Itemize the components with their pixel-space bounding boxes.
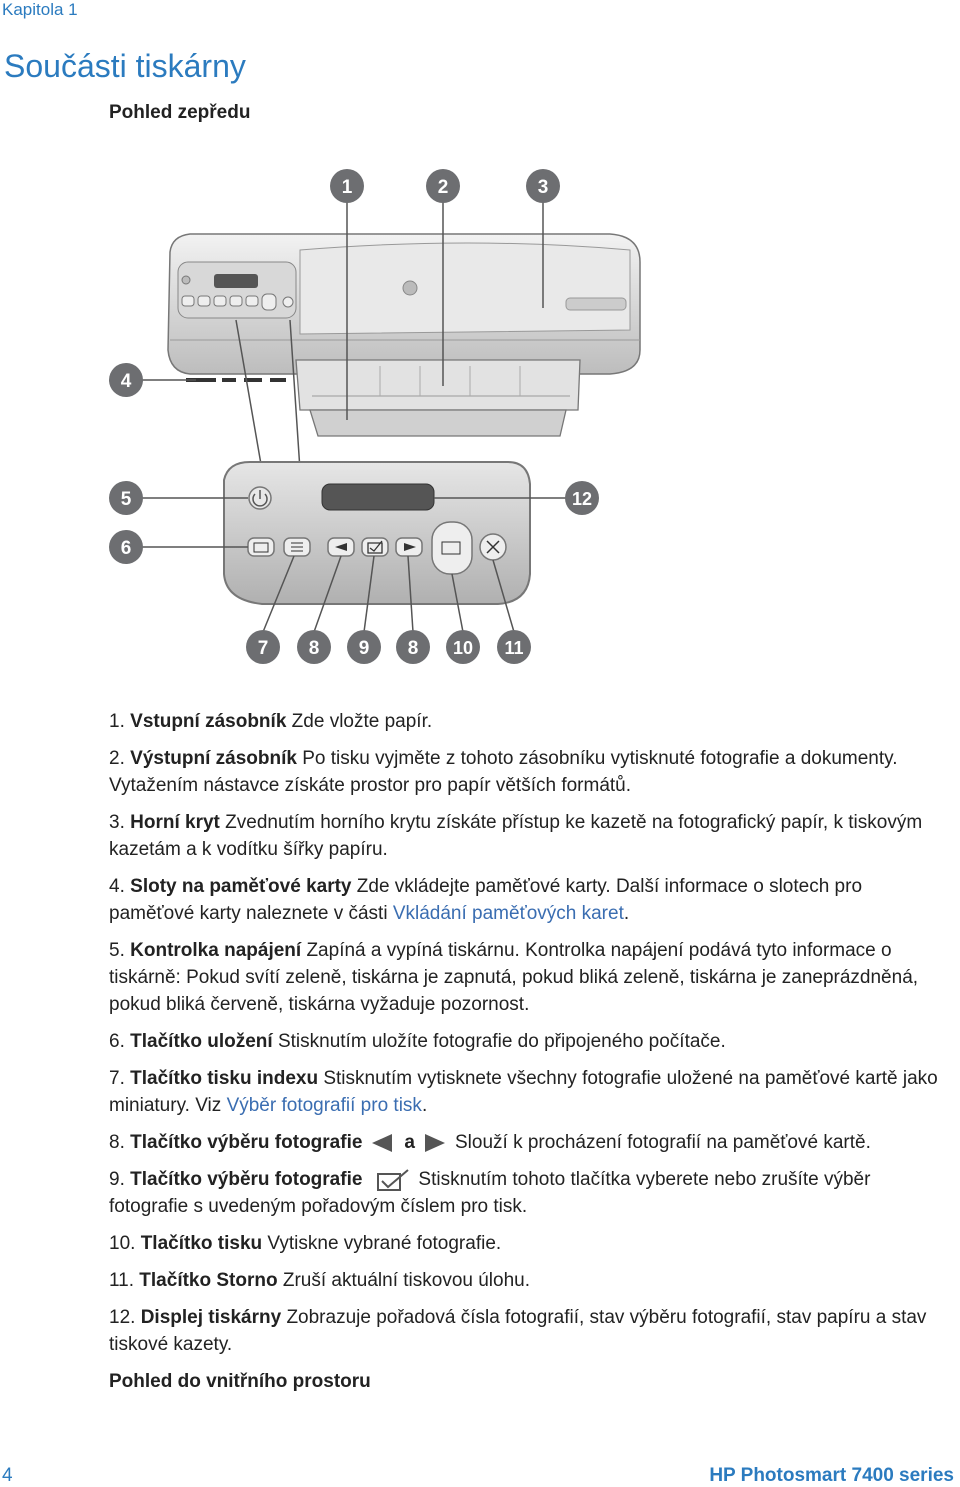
list-item-5: 5. Kontrolka napájení Zapíná a vypíná tiskárnu. Kontrolka napájení podává tyto informace o tiskárně: Pokud svítí zeleně, tiskárna je zapnutá, pokud bliká zeleně, tiskárna je zaneprázdněná, pokud bliká červeně, tiskárna vyžaduje pozornost.: [109, 940, 919, 1015]
callout-8-right: [396, 630, 430, 664]
section-heading-front: Pohled zepředu: [109, 102, 251, 123]
callout-7: [246, 630, 280, 664]
right-arrow-icon: [421, 1133, 449, 1153]
list-item-1: 1. Vstupní zásobník Zde vložte papír.: [109, 711, 433, 732]
svg-text:8: 8: [308, 638, 320, 659]
svg-text:1: 1: [341, 177, 353, 198]
footer-product: HP Photosmart 7400 series: [709, 1465, 954, 1486]
callout-8-left: [297, 630, 331, 664]
callout-9: [347, 630, 381, 664]
control-panel-zoom: [224, 462, 530, 604]
section-heading-inside: Pohled do vnitřního prostoru: [109, 1371, 371, 1392]
callout-11: [497, 630, 531, 664]
svg-text:7: 7: [257, 638, 269, 659]
callout-4: [109, 363, 143, 397]
page-number: 4: [2, 1465, 13, 1486]
callout-12: [565, 481, 599, 515]
left-arrow-icon: [368, 1133, 398, 1153]
list-item-11: 11. Tlačítko Storno Zruší aktuální tiskovou úlohu.: [109, 1270, 531, 1291]
svg-text:11: 11: [504, 638, 524, 658]
svg-text:3: 3: [537, 177, 549, 198]
callout-5: [109, 481, 143, 515]
svg-text:9: 9: [358, 638, 370, 659]
callout-10: [446, 630, 480, 664]
list-item-2: 2. Výstupní zásobník Po tisku vyjměte z tohoto zásobníku vytisknuté fotografie a dokumenty. Vytažením nástavce získáte prostor pro papír větších formátů.: [109, 748, 898, 796]
svg-text:4: 4: [120, 371, 132, 392]
page-title: Součásti tiskárny: [4, 48, 246, 84]
callout-2: [426, 169, 460, 203]
list-item-7: 7. Tlačítko tisku indexu Stisknutím vytisknete všechny fotografie uložené na paměťové kartě jako miniatury. Viz Výběr fotografií pro tisk.: [109, 1068, 938, 1116]
list-item-8: 8. Tlačítko výběru fotografie a Slouží k procházení fotografií na paměťové kartě.: [109, 1132, 871, 1153]
callout-6: [109, 530, 143, 564]
callout-1: [330, 169, 364, 203]
link-memory-cards[interactable]: Vkládání paměťových karet: [392, 903, 624, 924]
list-item-6: 6. Tlačítko uložení Stisknutím uložíte fotografie do připojeného počítače.: [109, 1031, 726, 1052]
list-item-9: 9. Tlačítko výběru fotografie Stisknutím tohoto tlačítka vyberete nebo zrušíte výběr fotografie s uvedeným pořadovým číslem pro tisk.: [109, 1169, 871, 1217]
svg-text:6: 6: [120, 538, 132, 559]
list-item-12: 12. Displej tiskárny Zobrazuje pořadová čísla fotografií, stav výběru fotografií, stav papíru a stav tiskové kazety.: [109, 1307, 927, 1355]
svg-text:12: 12: [571, 489, 593, 509]
svg-text:8: 8: [407, 638, 419, 659]
list-item-3: 3. Horní kryt Zvednutím horního krytu získáte přístup ke kazetě na fotografický papír, k tiskovým kazetám a k vodítku šířky papíru.: [109, 812, 923, 860]
output-tray: [296, 360, 580, 436]
callout-3: [526, 169, 560, 203]
svg-text:5: 5: [120, 489, 132, 510]
list-item-4: 4. Sloty na paměťové karty Zde vkládejte paměťové karty. Další informace o slotech pro paměťové karty naleznete v části Vkládání paměťových karet.: [109, 876, 863, 924]
link-photo-selection[interactable]: Výběr fotografií pro tisk: [226, 1095, 422, 1116]
parts-list: [109, 708, 949, 1405]
svg-text:2: 2: [437, 177, 449, 198]
list-item-10: 10. Tlačítko tisku Vytiskne vybrané fotografie.: [109, 1233, 502, 1254]
checkbox-icon: [376, 1168, 410, 1192]
chapter-label: Kapitola 1: [2, 0, 78, 19]
svg-text:10: 10: [452, 638, 474, 658]
printer-front-diagram: [100, 160, 880, 680]
